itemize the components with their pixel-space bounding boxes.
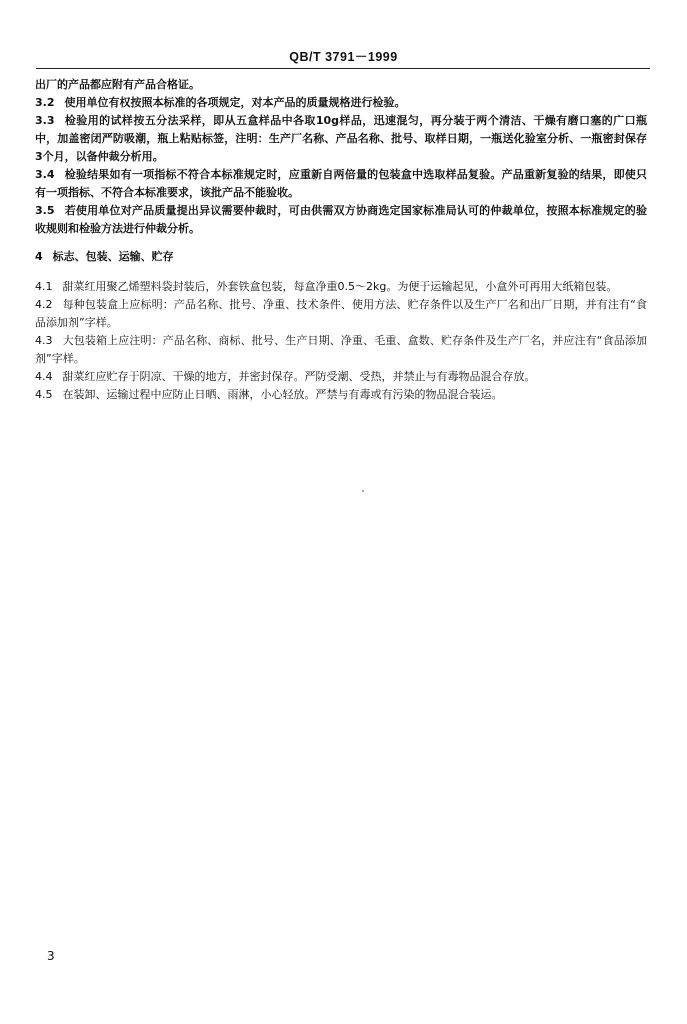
clause-text: 甜菜红应贮存于阴凉、干燥的地方，并密封保存。严防受潮、受热，并禁止与有毒物品混合存放。 <box>62 370 536 383</box>
section-title-text: 标志、包装、运输、贮存 <box>52 250 174 263</box>
clause-text: 使用单位有权按照本标准的各项规定，对本产品的质量规格进行检验。 <box>64 96 406 109</box>
clause-text: 检验用的试样按五分法采样，即从五盒样品中各取10g样品，迅速混匀，再分装于两个清洁、干燥有磨口塞的广口瓶中，加盖密闭严防吸潮，瓶上粘贴标签，注明：生产厂名称、产品名称、批号、取样日期，一瓶送化验室分析、一瓶密封保存3个月，以备仲裁分析用。 <box>35 114 647 163</box>
clause-3-4 <box>35 166 647 202</box>
clause-number: 3.4 <box>35 168 55 181</box>
clause-4-4 <box>35 368 647 386</box>
clause-4-2 <box>35 296 647 332</box>
clause-4-1 <box>35 278 647 296</box>
clause-3-5 <box>35 202 647 238</box>
clause-text: 若使用单位对产品质量提出异议需要仲裁时，可由供需双方协商选定国家标准局认可的仲裁单位，按照本标准规定的验收规则和检验方法进行仲裁分析。 <box>35 204 647 235</box>
standard-code-header: QB/T 3791－1999 <box>289 50 398 64</box>
document-body <box>35 76 647 404</box>
paragraph-text: 出厂的产品都应附有产品合格证。 <box>35 78 200 91</box>
scan-speck <box>362 490 364 492</box>
clause-number: 4.2 <box>35 298 53 311</box>
clause-number: 4.5 <box>35 388 53 401</box>
clause-3-2 <box>35 94 647 112</box>
clause-number: 3.2 <box>35 96 55 109</box>
clause-text: 在装卸、运输过程中应防止日晒、雨淋，小心轻放。严禁与有毒或有污染的物品混合装运。 <box>62 388 503 401</box>
clause-number: 3.5 <box>35 204 55 217</box>
clause-4-3 <box>35 332 647 368</box>
clause-number: 4.3 <box>35 334 53 347</box>
clause-text: 检验结果如有一项指标不符合本标准规定时，应重新自两倍量的包装盒中选取样品复验。产品重新复验的结果，即使只有一项指标、不符合本标准要求，该批产品不能验收。 <box>35 168 647 199</box>
clause-text: 大包装箱上应注明：产品名称、商标、批号、生产日期、净重、毛重、盒数、贮存条件及生产厂名，并应注有“食品添加剂”字样。 <box>35 334 647 365</box>
clause-number: 3.3 <box>35 114 55 127</box>
header-divider <box>36 68 650 69</box>
clause-3-3 <box>35 112 647 166</box>
clause-4-5 <box>35 386 647 404</box>
clause-number: 4.4 <box>35 370 53 383</box>
clause-text: 甜菜红用聚乙烯塑料袋封装后，外套铁盒包装，每盒净重0.5～2kg。为便于运输起见，小盒外可再用大纸箱包装。 <box>62 280 618 293</box>
section-number: 4 <box>35 250 43 263</box>
section-4-heading <box>35 248 647 266</box>
clause-text: 每种包装盒上应标明：产品名称、批号、净重、技术条件、使用方法、贮存条件以及生产厂名和出厂日期，并有注有“食品添加剂”字样。 <box>35 298 647 329</box>
page-number: 3 <box>47 949 55 963</box>
paragraph-continuation <box>35 76 647 94</box>
clause-number: 4.1 <box>35 280 53 293</box>
